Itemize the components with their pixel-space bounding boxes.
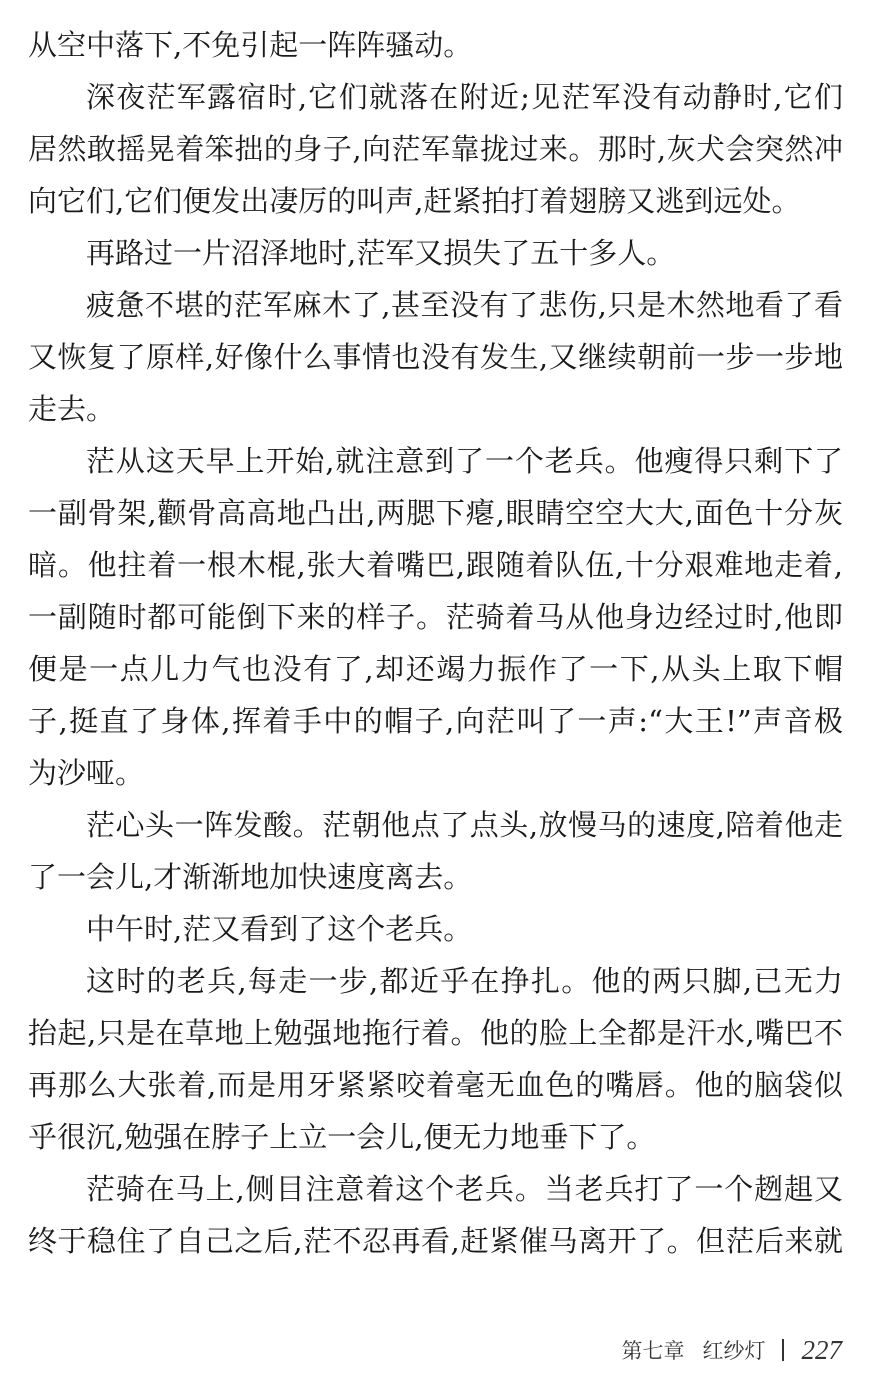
text-line: 茫骑在马上,侧目注意着这个老兵。当老兵打了一个趔趄又 [86, 1172, 843, 1206]
body-text [28, 19, 843, 1267]
text-line: 乎很沉,勉强在脖子上立一会儿,便无力地垂下了。 [28, 1120, 656, 1154]
text-line: 便是一点儿力气也没有了,却还竭力振作了一下,从头上取下帽 [28, 652, 843, 686]
text-line: 从空中落下,不免引起一阵阵骚动。 [28, 28, 473, 62]
text-line: 暗。他拄着一根木棍,张大着嘴巴,跟随着队伍,十分艰难地走着, [28, 548, 843, 582]
text-line: 深夜茫军露宿时,它们就落在附近;见茫军没有动静时,它们 [86, 80, 843, 114]
text-line: 一副骨架,颧骨高高地凸出,两腮下瘪,眼睛空空大大,面色十分灰 [28, 496, 843, 530]
page-footer [622, 1330, 843, 1370]
text-line: 又恢复了原样,好像什么事情也没有发生,又继续朝前一步一步地 [28, 340, 843, 374]
text-line: 子,挺直了身体,挥着手中的帽子,向茫叫了一声:“大王!”声音极 [28, 704, 843, 738]
text-line: 居然敢摇晃着笨拙的身子,向茫军靠拢过来。那时,灰犬会突然冲 [28, 132, 843, 166]
chapter-title: 红纱灯 [702, 1339, 766, 1363]
text-line: 中午时,茫又看到了这个老兵。 [86, 912, 473, 946]
footer-divider [782, 1339, 784, 1361]
text-line: 茫从这天早上开始,就注意到了一个老兵。他瘦得只剩下了 [86, 444, 843, 478]
text-line: 再路过一片沼泽地时,茫军又损失了五十多人。 [86, 236, 676, 270]
text-line: 这时的老兵,每走一步,都近乎在挣扎。他的两只脚,已无力 [86, 964, 843, 998]
text-line: 一副随时都可能倒下来的样子。茫骑着马从他身边经过时,他即 [28, 600, 843, 634]
text-line: 终于稳住了自己之后,茫不忍再看,赶紧催马离开了。但茫后来就 [28, 1224, 843, 1258]
text-line: 茫心头一阵发酸。茫朝他点了点头,放慢马的速度,陪着他走 [86, 808, 843, 842]
text-line: 疲惫不堪的茫军麻木了,甚至没有了悲伤,只是木然地看了看 [86, 288, 843, 322]
text-line: 了一会儿,才渐渐地加快速度离去。 [28, 860, 473, 894]
text-line: 向它们,它们便发出凄厉的叫声,赶紧拍打着翅膀又逃到远处。 [28, 184, 801, 218]
page-number: 227 [801, 1334, 842, 1365]
text-line: 抬起,只是在草地上勉强地拖行着。他的脸上全都是汗水,嘴巴不 [28, 1016, 843, 1050]
chapter-label: 第七章 [621, 1339, 685, 1363]
text-line: 再那么大张着,而是用牙紧紧咬着毫无血色的嘴唇。他的脑袋似 [28, 1068, 843, 1102]
text-line: 为沙哑。 [28, 756, 145, 790]
text-line: 走去。 [28, 392, 116, 426]
